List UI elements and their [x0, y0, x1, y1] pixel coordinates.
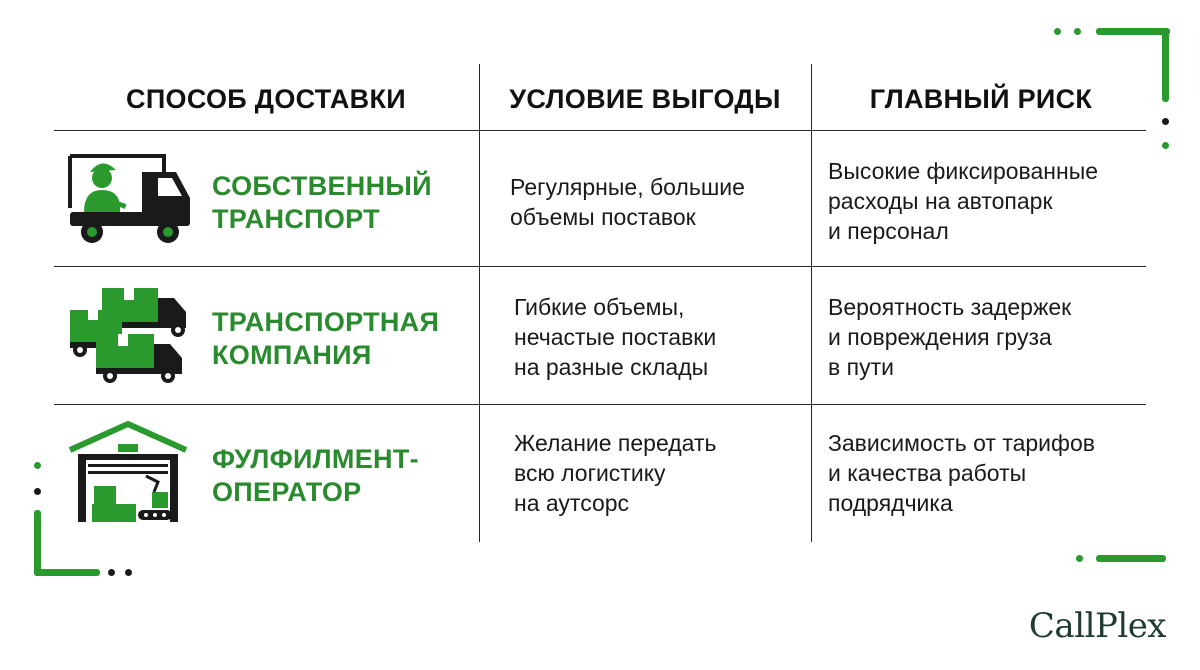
method-label: ФУЛФИЛМЕНТ- ОПЕРАТОР: [212, 444, 419, 507]
decor-dot: [1074, 28, 1081, 35]
row-divider: [54, 266, 1146, 267]
decor-bar: [1096, 28, 1170, 35]
column-divider: [811, 64, 812, 542]
benefit-text: Гибкие объемы, нечастые поставки на разные склады: [514, 294, 717, 380]
decor-dot: [34, 488, 41, 495]
row-divider: [54, 404, 1146, 405]
benefit-text: Регулярные, большие объемы поставок: [510, 174, 745, 230]
decor-dot: [1162, 142, 1169, 149]
risk-text: Зависимость от тарифов и качества работы подрядчика: [828, 430, 1095, 516]
method-label: ТРАНСПОРТНАЯ КОМПАНИЯ: [212, 307, 440, 370]
row-divider: [54, 130, 1146, 131]
delivery-trucks-icon: [66, 284, 190, 389]
decor-bar: [34, 569, 100, 576]
risk-text: Высокие фиксированные расходы на автопарк и персонал: [828, 158, 1099, 244]
decor-dot: [125, 569, 132, 576]
header-method: СПОСОБ ДОСТАВКИ: [126, 84, 406, 114]
header-benefit: УСЛОВИЕ ВЫГОДЫ: [509, 84, 781, 114]
risk-text: Вероятность задержек и повреждения груза в пути: [828, 294, 1072, 380]
warehouse-icon: [66, 420, 190, 531]
decor-dot: [1162, 118, 1169, 125]
decor-bar: [1162, 28, 1169, 102]
decor-dot: [1076, 555, 1083, 562]
truck-driver-icon: [64, 152, 194, 251]
benefit-text: Желание передать всю логистику на аутсорс: [514, 430, 717, 516]
decor-dot: [34, 462, 41, 469]
callplex-logo: CallPlex: [1028, 606, 1166, 646]
decor-dot: [1054, 28, 1061, 35]
decor-dot: [108, 569, 115, 576]
column-divider: [479, 64, 480, 542]
decor-bar: [34, 510, 41, 576]
decor-bar: [1096, 555, 1166, 562]
method-label: СОБСТВЕННЫЙ ТРАНСПОРТ: [212, 171, 432, 234]
header-risk: ГЛАВНЫЙ РИСК: [869, 84, 1093, 114]
